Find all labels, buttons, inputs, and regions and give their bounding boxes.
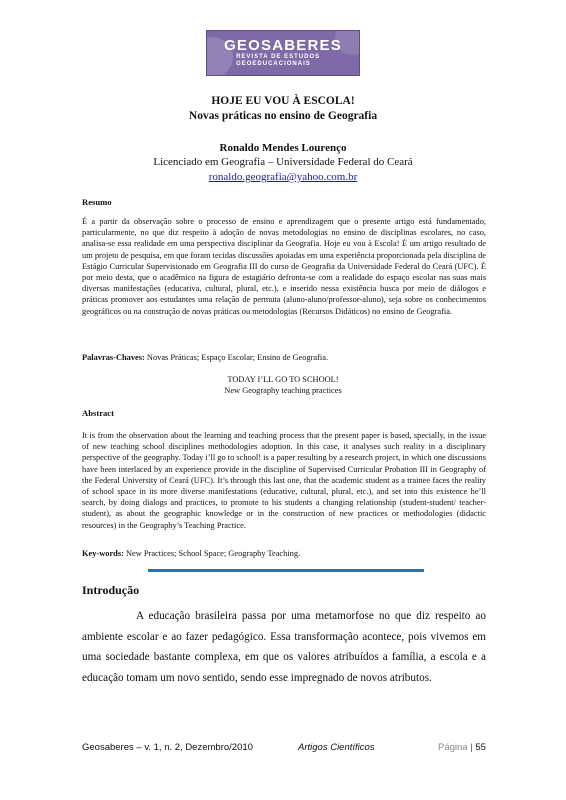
palavras-chaves xyxy=(82,352,486,363)
keywords-label: Key-words: xyxy=(82,549,124,558)
keywords-text: New Practices; School Space; Geography Teaching. xyxy=(123,549,301,558)
author-name: Ronaldo Mendes Lourenço xyxy=(219,142,347,154)
footer-page-number: 55 xyxy=(475,742,486,753)
resumo-text: É a partir da observação sobre o processo de ensino e aprendizagem que o presente artigo está fundamentado, particularmente, no que diz respeito à adoção de novas metodologias no ensino de disciplinas escolares, no caso, analisa-se essa realidade em uma perspectiva disciplinar da Geografia. Hoje eu vou à Escola! É um artigo resultado de um projeto de pesquisa, em que foram tecidas discussões apoiadas em uma experiência proporcionada pela disciplina de Estágio Curricular Supervisionado em Geografia III do curso de Geografia da Universidade Federal do Ceará (UFC). É por meio desta, que o acadêmico na figura de estagiário defronta-se com a realidade do espaço escolar nas suas mais diversas manifestações (educativa, cultural, plural, etc.), e inserido nessa existência busca por meio de diálogos e práticas promover aos estudantes uma relação de permuta (aluno-aluno/professor-aluno), seja sobre os conhecimentos geográficos ou na construção de novas práticas ou metodologias (Recursos Didáticos) no ensino de Geografia. xyxy=(82,217,486,316)
footer-citation: Geosaberes – v. 1, n. 2, Dezembro/2010 xyxy=(82,742,253,753)
palavras-chaves-text: Novas Práticas; Espaço Escolar; Ensino de Geografia. xyxy=(144,353,329,362)
introducao-paragraph: A educação brasileira passa por uma metamorfose no que diz respeito ao ambiente escolar e ao fazer pedagógico. Essa transformação acontece, pois vivemos em uma sociedade bastante complexa, em que os valores atribuídos a família, a escola e a educação tomam um novo sentido, sendo esse impregnado de novos atributos. xyxy=(82,610,486,684)
keywords xyxy=(82,548,486,559)
journal-subtitle-line1: REVISTA DE ESTUDOS xyxy=(236,54,321,60)
abstract-heading: Abstract xyxy=(82,408,114,418)
footer-section: Artigos Científicos xyxy=(298,742,375,753)
article-title: HOJE EU VOU À ESCOLA! xyxy=(211,95,355,107)
resumo-heading: Resumo xyxy=(82,197,112,207)
introducao-heading: Introdução xyxy=(82,583,140,597)
footer-page-label: Página xyxy=(438,742,468,753)
article-subtitle: Novas práticas no ensino de Geografia xyxy=(188,110,378,122)
author-email-link[interactable]: ronaldo.geografia@yahoo.com.br xyxy=(208,171,358,183)
journal-subtitle-line2: GEOEDUCACIONAIS xyxy=(236,61,311,67)
abstract-text: It is from the observation about the learning and teaching process that the present paper is based, specially, in the issue of new teaching school disciplines methodologies adoption. In this case, it analyses such reality in a disciplinary perspective of the geography. Today i’ll go to school! is a paper resulting by a research project, in which one discussions have been interlaced by an experience provide in the discipline of Supervised Curricular Probation III in Geography of the Federal University of Ceará (UFC). It’s through this last one, that the academic student as a trainee faces the reality of school space in its more diverse manifestations (educative, cultural, plural, etc.), and set into this existence he’ll search, by doing dialogs and practices, to promote to his students a changing relationship (student-student/ teacher-student), as about the geographic knowledge or in the construction of new practices or methodologies (didactic resources) in the Geography’s Teaching Practice. xyxy=(82,431,486,530)
english-title: TODAY I’LL GO TO SCHOOL! xyxy=(227,375,339,384)
author-affiliation: Licenciado em Geografia – Universidade Federal do Ceará xyxy=(153,156,413,168)
journal-brand: GEOSABERES xyxy=(224,37,342,54)
palavras-chaves-label: Palavras-Chaves: xyxy=(82,353,145,362)
journal-logo-banner xyxy=(206,30,360,76)
footer-page xyxy=(438,742,486,753)
footer-separator: | xyxy=(470,742,473,753)
section-divider xyxy=(148,569,424,572)
english-subtitle: New Geography teaching practices xyxy=(224,386,342,395)
